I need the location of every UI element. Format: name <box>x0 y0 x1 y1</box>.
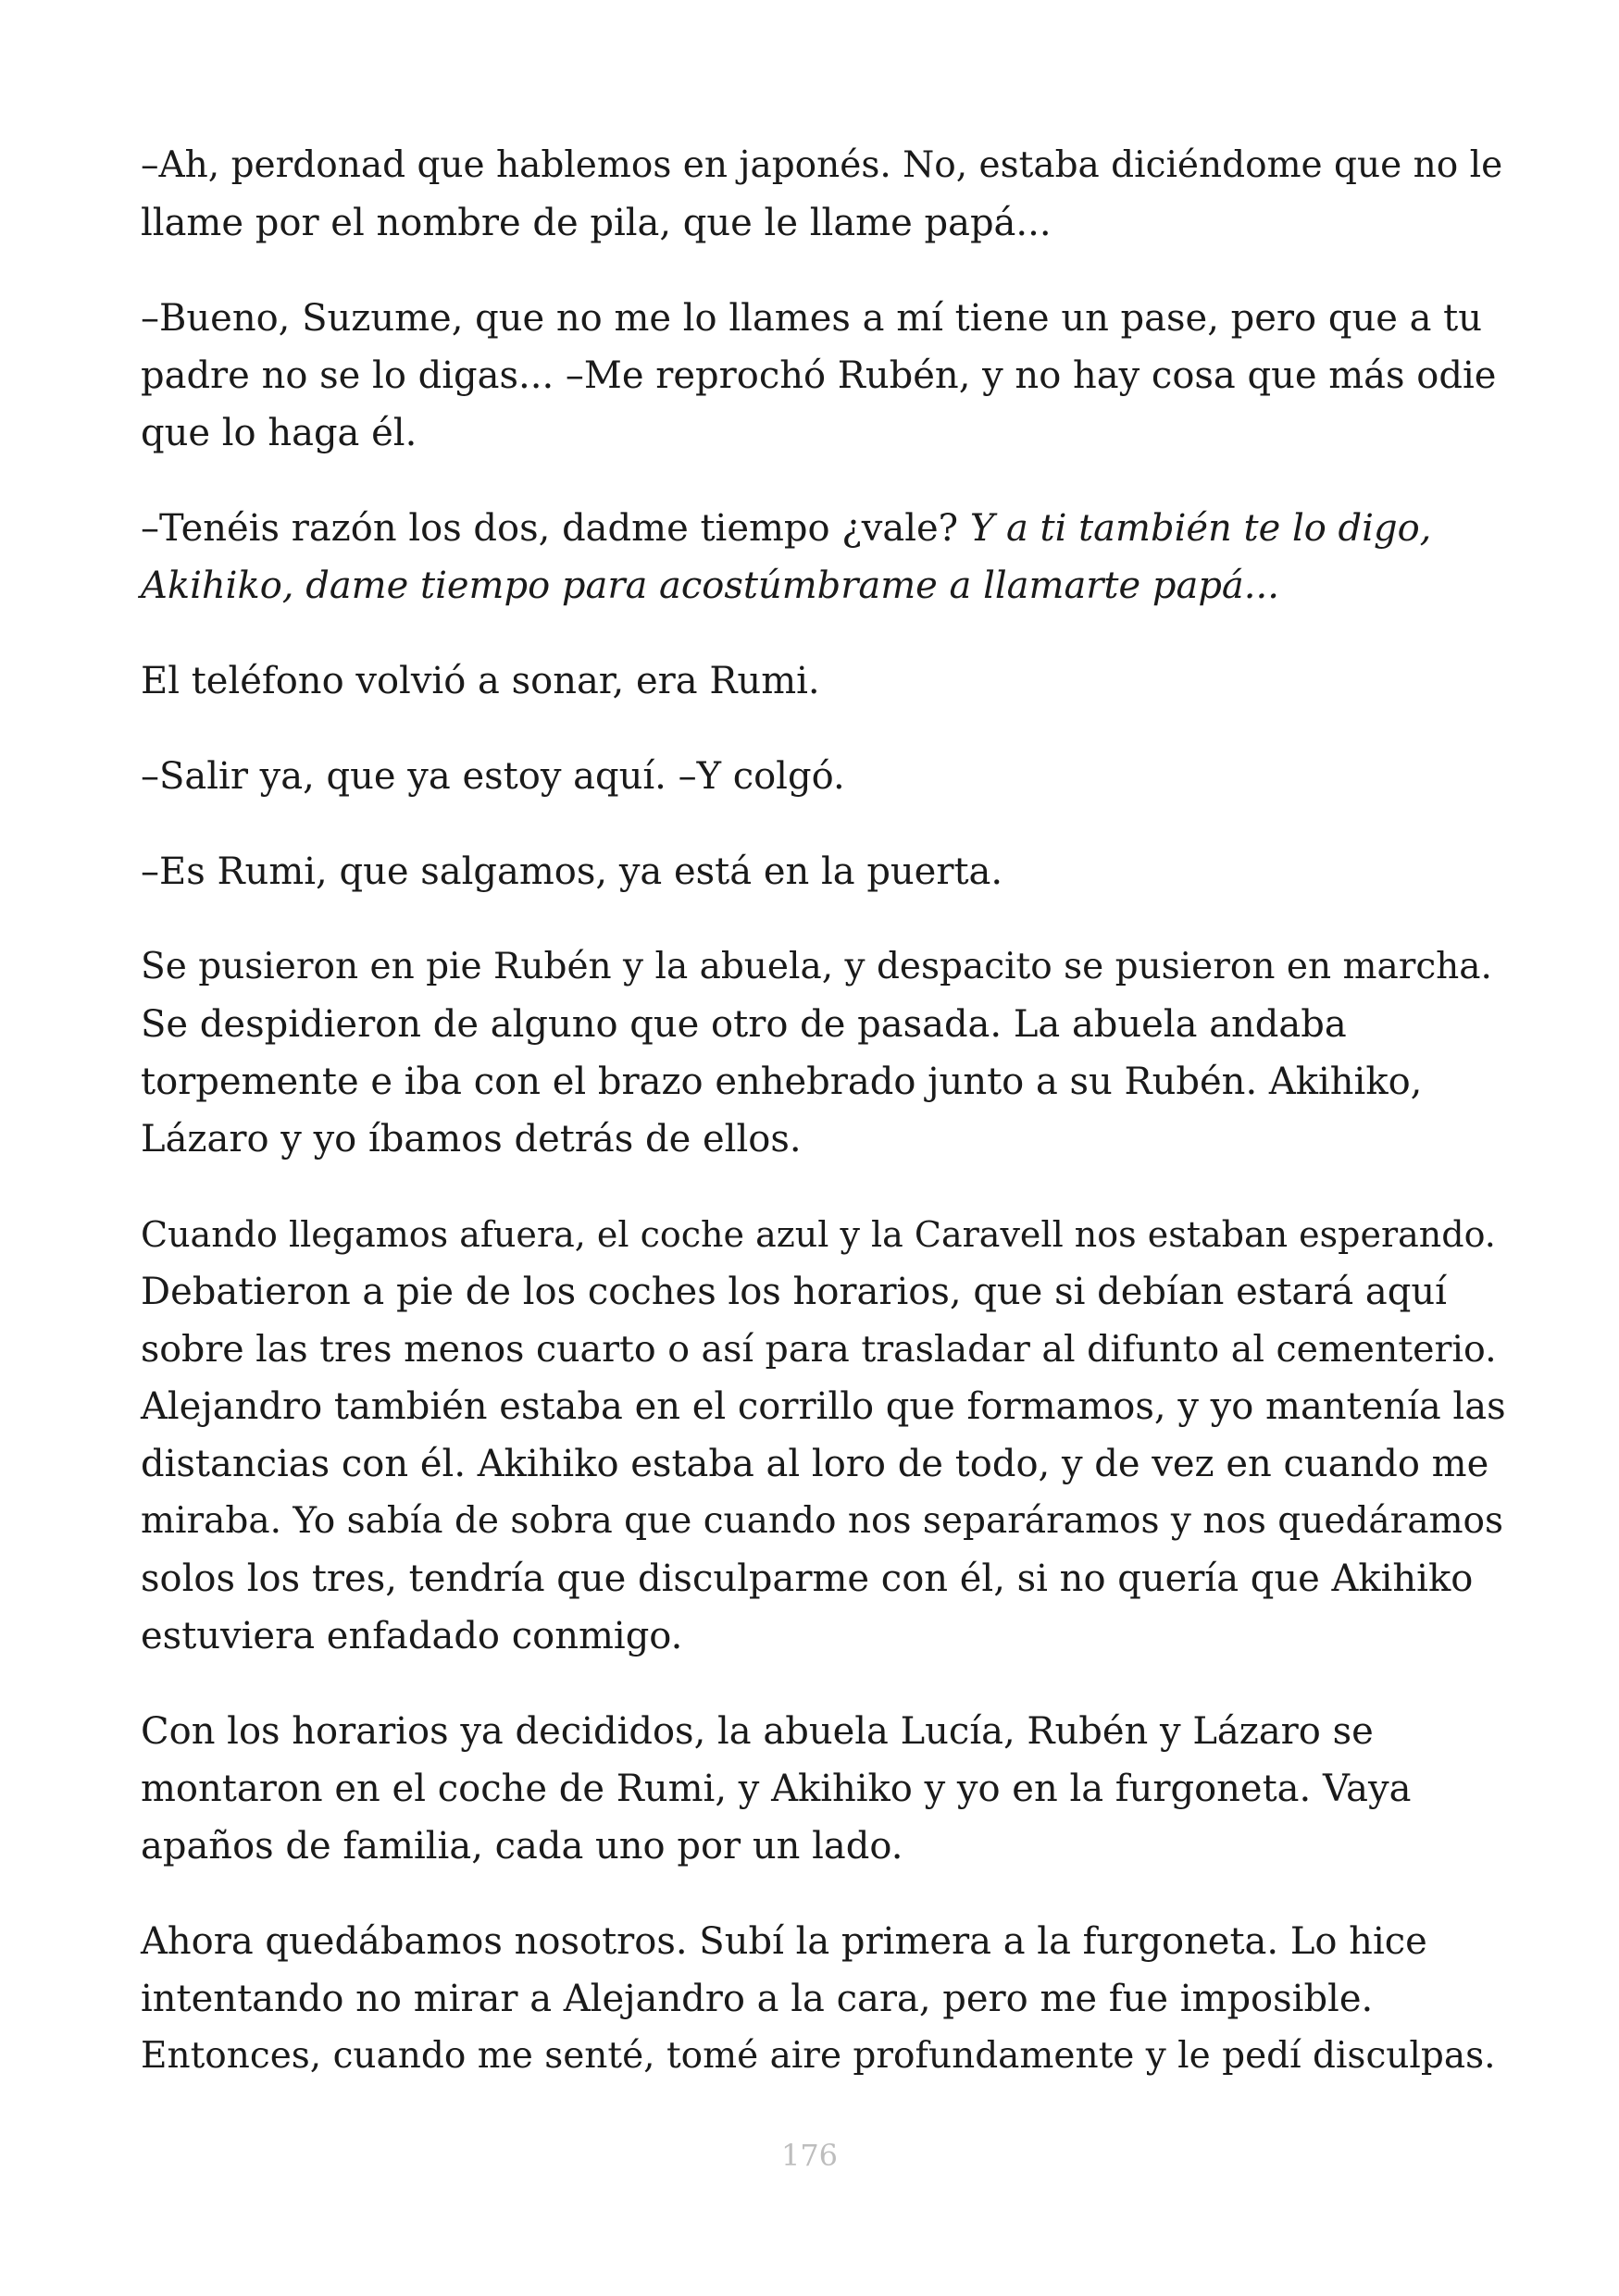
text-line: –Ah, perdonad que hablemos en japonés. No, estaba diciéndome que no le <box>141 144 1503 186</box>
paragraph-2 <box>141 290 1506 462</box>
dialogue-text: –Tenéis razón los dos, dadme tiempo ¿vale? <box>141 507 970 550</box>
text-line: –Es Rumi, que salgamos, ya está en la puerta. <box>141 850 1003 893</box>
paragraph-4 <box>141 652 1506 710</box>
text-line: llame por el nombre de pila, que le llame papá... <box>141 202 1052 244</box>
paragraph-9 <box>141 1703 1506 1875</box>
paragraph-7 <box>141 938 1506 1168</box>
text-line: Ahora quedábamos nosotros. Subí la primera a la furgoneta. Lo hice <box>141 1920 1427 1963</box>
text-line: solos los tres, tendría que disculparme con él, si no quería que Akihiko <box>141 1558 1474 1600</box>
paragraph-1 <box>141 137 1506 252</box>
text-line: Se pusieron en pie Rubén y la abuela, y despacito se pusieron en marcha. <box>141 946 1492 987</box>
text-line: que lo haga él. <box>141 412 417 454</box>
text-line: apaños de familia, cada uno por un lado. <box>141 1825 903 1868</box>
text-line: Lázaro y yo íbamos detrás de ellos. <box>141 1118 802 1160</box>
text-line: distancias con él. Akihiko estaba al loro de todo, y de vez en cuando me <box>141 1443 1489 1485</box>
thought-text: Y a ti también te lo digo, <box>969 507 1432 550</box>
text-line: Con los horarios ya decididos, la abuela Lucía, Rubén y Lázaro se <box>141 1710 1374 1753</box>
text-line: Debatieron a pie de los coches los horarios, que si debían estará aquí <box>141 1271 1447 1313</box>
page-number: 176 <box>780 2138 839 2173</box>
text-line: Se despidieron de alguno que otro de pasada. La abuela andaba <box>141 1003 1347 1046</box>
text-line: padre no se lo digas... –Me reprochó Rubén, y no hay cosa que más odie <box>141 354 1497 397</box>
text-line: intentando no mirar a Alejandro a la cara, pero me fue imposible. <box>141 1978 1374 2020</box>
text-line <box>141 500 1506 557</box>
text-line: Entonces, cuando me senté, tomé aire profundamente y le pedí disculpas. <box>141 2035 1496 2077</box>
paragraph-10 <box>141 1913 1506 2085</box>
paragraph-8 <box>141 1206 1506 1665</box>
paragraph-6 <box>141 843 1506 900</box>
body-text <box>141 137 1506 2123</box>
text-line: miraba. Yo sabía de sobra que cuando nos separáramos y nos quedáramos <box>141 1500 1504 1542</box>
text-line: Cuando llegamos afuera, el coche azul y la Caravell nos estaban esperando. <box>141 1214 1496 1255</box>
text-line: Alejandro también estaba en el corrillo que formamos, y yo mantenía las <box>141 1385 1506 1428</box>
thought-text: Akihiko, dame tiempo para acostúmbrame a llamarte papá... <box>141 565 1279 607</box>
paragraph-3 <box>141 500 1506 614</box>
text-line: estuviera enfadado conmigo. <box>141 1615 683 1657</box>
paragraph-5 <box>141 748 1506 805</box>
text-line: El teléfono volvió a sonar, era Rumi. <box>141 660 820 702</box>
text-line: torpemente e iba con el brazo enhebrado junto a su Rubén. Akihiko, <box>141 1061 1423 1103</box>
text-line: montaron en el coche de Rumi, y Akihiko y yo en la furgoneta. Vaya <box>141 1768 1412 1810</box>
text-line: sobre las tres menos cuarto o así para trasladar al difunto al cementerio. <box>141 1328 1497 1371</box>
text-line: –Salir ya, que ya estoy aquí. –Y colgó. <box>141 755 845 798</box>
text-line: –Bueno, Suzume, que no me lo llames a mí tiene un pase, pero que a tu <box>141 297 1482 340</box>
